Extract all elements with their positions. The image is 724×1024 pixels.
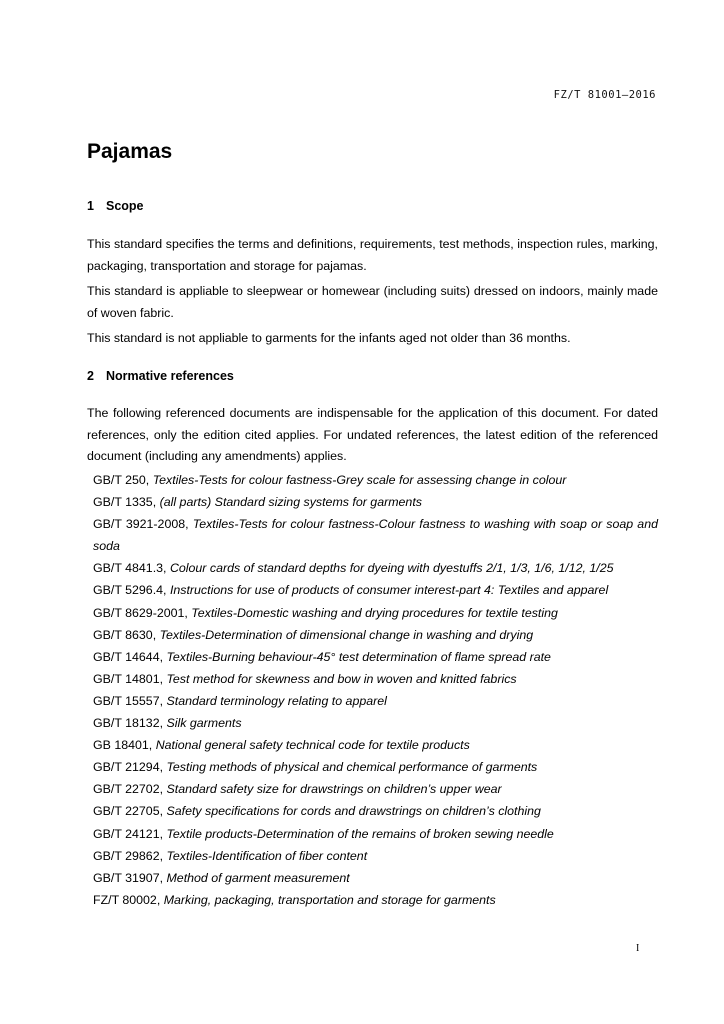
document-title: Pajamas [87, 140, 173, 163]
reference-title: Testing methods of physical and chemical performance of garments [166, 760, 538, 775]
reference-item [93, 491, 658, 513]
reference-code: GB/T 8629-2001, [93, 605, 188, 620]
reference-code: GB/T 250, [93, 473, 150, 487]
standard-code: FZ/T 81001—2016 [553, 89, 656, 101]
reference-code: GB/T 1335, [93, 495, 157, 510]
reference-list [93, 469, 658, 911]
scope-paragraph-3: This standard is not appliable to garments for the infants aged not older than 36 months. [87, 331, 571, 345]
reference-item [93, 646, 658, 668]
reference-code: GB/T 21294, [93, 760, 164, 775]
reference-title: Instructions for use of products of consumer interest-part 4: Textiles and apparel [169, 583, 609, 598]
reference-title: Textiles-Tests for colour fastness-Colour fastness to washing with soap or soap and soda [93, 517, 658, 554]
reference-code: GB/T 22705, [93, 804, 164, 819]
reference-item [93, 579, 658, 601]
reference-title: Standard terminology relating to apparel [166, 693, 387, 708]
reference-item [93, 690, 658, 712]
reference-title: National general safety technical code for textile products [155, 738, 470, 753]
reference-title: Textiles-Domestic washing and drying procedures for textile testing [191, 605, 558, 620]
reference-code: GB/T 29862, [93, 848, 164, 863]
reference-item [93, 624, 658, 646]
reference-item [93, 602, 658, 624]
reference-code: GB/T 15557, [93, 693, 164, 708]
reference-code: GB/T 22702, [93, 782, 164, 797]
section-1-title: Scope [106, 199, 144, 213]
reference-item [93, 845, 658, 867]
section-1-number: 1 [87, 199, 94, 213]
reference-title: Textile products-Determination of the remains of broken sewing needle [166, 826, 554, 841]
scope-paragraph-1: This standard specifies the terms and definitions, requirements, test methods, inspection rules, marking, packaging, transportation and storage for pajamas. [87, 237, 658, 273]
reference-title: Test method for skewness and bow in woven and knitted fabrics [166, 671, 517, 686]
reference-title: Standard safety size for drawstrings on children’s upper wear [166, 782, 502, 797]
reference-item [93, 557, 658, 579]
reference-code: GB/T 5296.4, [93, 583, 167, 598]
reference-item [93, 712, 658, 734]
reference-item [93, 823, 658, 845]
reference-item [93, 889, 658, 911]
reference-item [93, 734, 658, 756]
reference-item [93, 756, 658, 778]
reference-code: GB/T 31907, [93, 870, 164, 885]
reference-title: Method of garment measurement [166, 870, 350, 885]
reference-code: FZ/T 80002, [93, 892, 161, 907]
reference-code: GB/T 14801, [93, 671, 164, 686]
reference-item [93, 513, 658, 557]
reference-code: GB 18401, [93, 738, 153, 753]
reference-item [93, 867, 658, 889]
reference-item [93, 668, 658, 690]
reference-code: GB/T 24121, [93, 826, 164, 841]
scope-paragraph-2: This standard is appliable to sleepwear or homewear (including suits) dressed on indoors, mainly made of woven fabric. [87, 284, 658, 320]
reference-title: Colour cards of standard depths for dyeing with dyestuffs 2/1, 1/3, 1/6, 1/12, 1/25 [169, 561, 614, 576]
reference-item [93, 469, 658, 491]
reference-title: Silk garments [166, 716, 242, 731]
section-1-heading [87, 199, 144, 213]
reference-item [93, 800, 658, 822]
reference-code: GB/T 18132, [93, 716, 164, 731]
reference-code: GB/T 14644, [93, 649, 164, 664]
reference-code: GB/T 3921-2008, [93, 517, 189, 532]
reference-code: GB/T 4841.3, [93, 561, 167, 576]
reference-title: (all parts) Standard sizing systems for garments [159, 495, 422, 510]
reference-title: Textiles-Determination of dimensional change in washing and drying [159, 627, 534, 642]
reference-title: Textiles-Tests for colour fastness-Grey scale for assessing change in colour [152, 473, 567, 487]
reference-title: Textiles-Burning behaviour-45° test determination of flame spread rate [166, 649, 551, 664]
section-2-title: Normative references [106, 369, 234, 383]
reference-code: GB/T 8630, [93, 627, 157, 642]
references-intro: The following referenced documents are indispensable for the application of this document. For dated references, only the edition cited applies. For undated references, the latest edition of the referenced document (including any amendments) applies. [87, 406, 658, 463]
page-number: I [636, 943, 640, 954]
reference-title: Safety specifications for cords and drawstrings on children’s clothing [166, 804, 541, 819]
section-2-heading [87, 369, 234, 383]
reference-title: Marking, packaging, transportation and storage for garments [163, 892, 496, 907]
section-2-number: 2 [87, 369, 94, 383]
reference-item [93, 778, 658, 800]
reference-title: Textiles-Identification of fiber content [166, 848, 368, 863]
